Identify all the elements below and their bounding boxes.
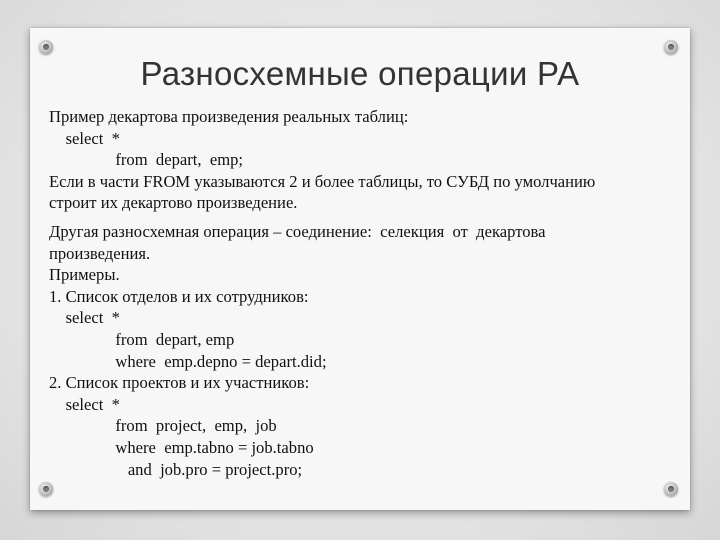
code-line: where emp.depno = depart.did; [49,351,327,371]
paragraph-gap [49,214,669,221]
code-line: where emp.tabno = job.tabno [49,437,314,457]
pushpin-icon [664,482,678,496]
code-line: from depart, emp; [49,150,244,170]
text-line: строит их декартово произведение. [49,193,298,213]
slide-title: Разносхемные операции РА [140,55,580,92]
text-line: 1. Список отделов и их сотрудников: [49,286,309,306]
code-line: from project, emp, job [49,416,277,436]
code-line: from depart, emp [49,329,235,349]
code-line: and job.pro = project.pro; [49,459,303,479]
text-line: произведения. [49,243,151,263]
text-line: Примеры. [49,265,120,285]
code-line: select * [49,394,120,414]
text-line: Другая разносхемная операция – соединение: селекция от декартова [49,221,546,241]
code-line: select * [49,128,120,148]
code-line: select * [49,308,120,328]
slide-body [49,106,669,480]
text-line: 2. Список проектов и их участников: [49,373,310,393]
text-line: Если в части FROM указываются 2 и более таблицы, то СУБД по умолчанию [49,171,596,191]
pushpin-icon [39,482,53,496]
text-line: Пример декартова произведения реальных таблиц: [49,107,409,126]
